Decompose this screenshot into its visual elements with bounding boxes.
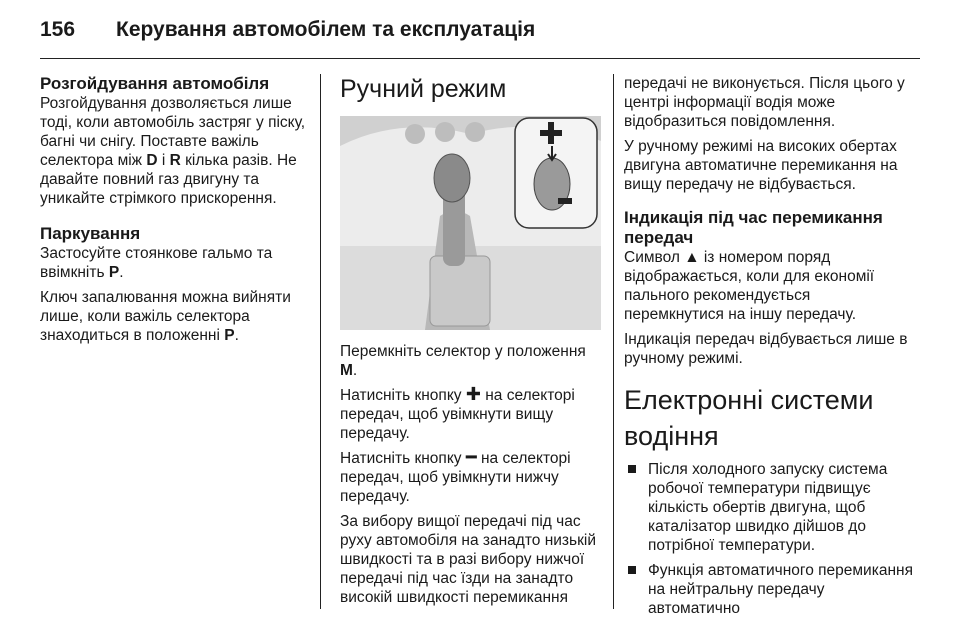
- column-2: [340, 74, 606, 607]
- text-run: .: [234, 327, 239, 344]
- text-run: Натисніть кнопку: [340, 387, 466, 404]
- section-title-rocking: Розгойдування автомобіля: [40, 74, 270, 93]
- text-run: і: [157, 152, 170, 169]
- list-item-text: Після холодного запуску система робочої температури підвищує кількість обертів двигуна, щоб каталізатор швидко дійшов до потрібної температури.: [648, 461, 888, 554]
- gear-r-label: R: [169, 152, 181, 169]
- column-divider-2: [613, 74, 614, 609]
- plus-icon: ✚: [465, 384, 481, 404]
- continuation-paragraph: передачі не виконується. Після цього у центрі інформації водія може відобразиться повідомлення.: [624, 75, 905, 130]
- text-run: Розгойдування дозволяється лише тоді, коли автомобіль застряг у піску, багні чи снігу. Поставте важіль селектора між: [40, 95, 306, 169]
- text-run: Перемкніть селектор у положення: [340, 343, 586, 360]
- gear-p-label: P: [224, 327, 235, 344]
- list-item-text: Функція автоматичного перемикання на нейтральну передачу автоматично: [648, 562, 913, 617]
- gear-selector-drawing: [340, 116, 601, 330]
- gear-m-label: M: [340, 362, 353, 379]
- text-run: Застосуйте стоянкове гальмо та ввімкніть: [40, 245, 273, 281]
- manual-paragraph-1: [340, 342, 606, 380]
- manual-only-paragraph: Індикація передач відбувається лише в ручному режимі.: [624, 331, 908, 367]
- bullet-square-icon: [628, 465, 636, 473]
- list-item: [624, 561, 914, 618]
- list-item: [624, 460, 914, 555]
- section-title-shift-indication: Індикація під час перемикання передач: [624, 208, 883, 247]
- text-run: Натисніть кнопку: [340, 450, 466, 467]
- page-number: 156: [40, 18, 76, 41]
- text-run: на селекторі передач, щоб увімкнути нижчу передачу.: [340, 450, 571, 505]
- rocking-paragraph: [40, 94, 308, 208]
- section-title-parking: Паркування: [40, 224, 141, 243]
- manual-paragraph-2: [340, 386, 606, 443]
- gear-p-label: P: [108, 264, 120, 281]
- shift-indication-paragraph: Символ ▲ із номером поряд відображається, коли для економії пального рекомендується перемкнутися на іншу передачу.: [624, 249, 875, 323]
- manual-paragraph-4: За вибору вищої передачі під час руху автомобіля на занадто низькій швидкості та в разі вибору нижчої передачі під час їзди на занадто високій швидкості перемикання: [340, 513, 596, 606]
- column-divider-1: [320, 74, 321, 609]
- bullet-square-icon: [628, 566, 636, 574]
- text-run: на селекторі передач, щоб увімкнути вищу передачу.: [340, 387, 575, 442]
- header-divider: [40, 58, 920, 59]
- column-1: [40, 74, 308, 345]
- column-3: [624, 74, 914, 618]
- high-rpm-paragraph: У ручному режимі на високих обертах двигуна автоматичне перемикання на вищу передачу не відбувається.: [624, 138, 898, 193]
- parking-paragraph-1: [40, 244, 308, 282]
- text-run: кілька разів. Не давайте повний газ двигуну та уникайте стрімкого прискорення.: [40, 152, 297, 207]
- minus-icon: [558, 198, 572, 204]
- text-run: Ключ запалювання можна вийняти лише, коли важіль селектора знаходиться в положенні: [40, 289, 291, 344]
- gear-selector-illustration: [340, 116, 601, 330]
- chapter-title: Керування автомобілем та експлуатація: [116, 18, 536, 41]
- manual-paragraph-3: [340, 449, 606, 506]
- text-run: .: [119, 264, 124, 281]
- minus-icon: ━: [465, 447, 477, 467]
- section-title-electronic-systems: Електронні системи водіння: [624, 385, 874, 451]
- parking-paragraph-2: [40, 288, 308, 345]
- text-run: .: [352, 362, 358, 379]
- page-header: [40, 12, 920, 52]
- section-title-manual-mode: Ручний режим: [340, 75, 507, 103]
- gear-d-label: D: [146, 152, 158, 169]
